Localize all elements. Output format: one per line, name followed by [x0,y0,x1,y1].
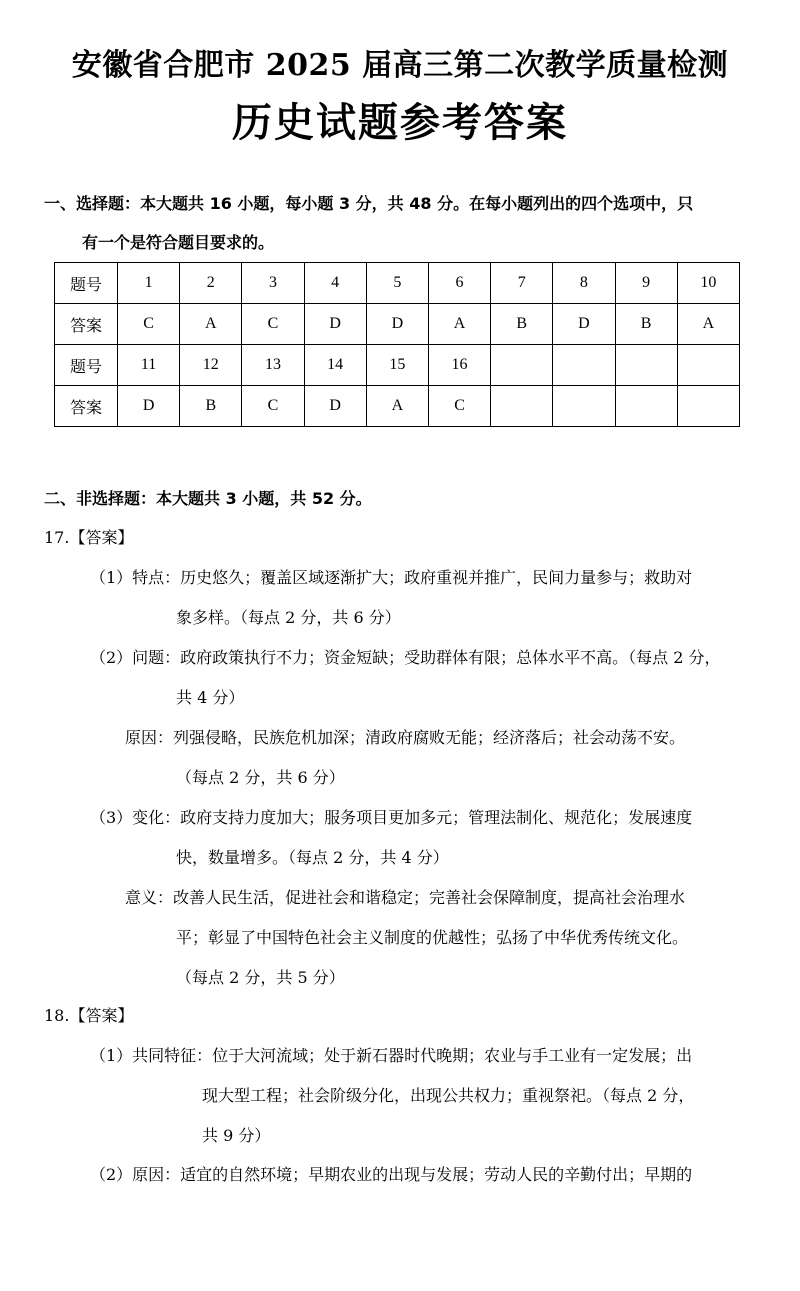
answer-cell: D [304,304,366,345]
q18-label: 18.【答案】 [44,1006,134,1025]
section2-heading: 二、非选择题：本大题共 3 小题，共 52 分。 [44,489,372,508]
question-number-cell: 4 [304,263,366,304]
question-number-cell: 5 [366,263,428,304]
answer-cell: A [366,386,428,427]
q17-part3-line3: 意义：改善人民生活，促进社会和谐稳定；完善社会保障制度，提高社会治理水 [125,888,686,907]
row-header-cell: 答案 [55,304,118,345]
question-number-cell [491,345,553,386]
q17-part3-line2: 快，数量增多。（每点 2 分，共 4 分） [176,848,449,867]
row-header-cell: 题号 [55,345,118,386]
answer-cell: D [118,386,180,427]
question-number-cell: 6 [428,263,490,304]
q17-part1-line2: 象多样。（每点 2 分，共 6 分） [176,608,401,627]
question-number-cell: 11 [118,345,180,386]
q17-label: 17.【答案】 [44,528,134,547]
q17-part3-line5: （每点 2 分，共 5 分） [176,968,345,987]
q18-part2-line1: （2）原因：适宜的自然环境；早期农业的出现与发展；劳动人民的辛勤付出；早期的 [90,1165,693,1184]
q17-part3-line1: （3）变化：政府支持力度加大；服务项目更加多元；管理法制化、规范化；发展速度 [90,808,693,827]
question-number-cell [677,345,739,386]
answer-cell: D [553,304,615,345]
answer-cell: D [366,304,428,345]
answer-cell: C [428,386,490,427]
question-number-cell: 9 [615,263,677,304]
answer-cell: A [677,304,739,345]
answer-cell [615,386,677,427]
q17-part3-line4: 平；彰显了中国特色社会主义制度的优越性；弘扬了中华优秀传统文化。 [176,928,689,947]
question-number-cell: 3 [242,263,304,304]
question-number-cell: 14 [304,345,366,386]
question-number-cell: 7 [491,263,553,304]
question-number-cell: 12 [180,345,242,386]
q18-part1-line2: 现大型工程；社会阶级分化，出现公共权力；重视祭祀。（每点 2 分， [202,1086,695,1105]
answer-cell: D [304,386,366,427]
answer-cell: C [118,304,180,345]
question-number-cell: 10 [677,263,739,304]
question-number-row [55,345,740,386]
question-number-cell [553,345,615,386]
q17-part2-line2: 共 4 分） [176,688,245,707]
question-number-cell: 13 [242,345,304,386]
question-number-cell: 15 [366,345,428,386]
answer-cell [677,386,739,427]
answer-cell [491,386,553,427]
answer-cell [553,386,615,427]
answer-cell: A [428,304,490,345]
question-number-row [55,263,740,304]
row-header-cell: 答案 [55,386,118,427]
answer-cell: B [180,386,242,427]
q18-part1-line1: （1）共同特征：位于大河流域；处于新石器时代晚期；农业与手工业有一定发展；出 [90,1046,693,1065]
document-title: 安徽省合肥市 2025 届高三第二次教学质量检测 [71,48,729,83]
answer-cell: A [180,304,242,345]
q18-part1-line3: 共 9 分） [202,1126,271,1145]
question-number-cell: 1 [118,263,180,304]
question-number-cell: 8 [553,263,615,304]
document-subtitle: 历史试题参考答案 [232,99,568,146]
question-number-cell [615,345,677,386]
section1-heading-line2: 有一个是符合题目要求的。 [82,233,275,252]
question-number-cell: 16 [428,345,490,386]
answer-table [54,262,740,427]
q17-part2-line4: （每点 2 分，共 6 分） [176,768,345,787]
section1-heading-line1: 一、选择题：本大题共 16 小题，每小题 3 分，共 48 分。在每小题列出的四个选项中，只 [44,194,694,213]
q17-part2-line1: （2）问题：政府政策执行不力；资金短缺；受助群体有限；总体水平不高。（每点 2 分， [90,648,721,667]
answer-cell: C [242,304,304,345]
q17-part1-line1: （1）特点：历史悠久；覆盖区域逐渐扩大；政府重视并推广，民间力量参与；救助对 [90,568,693,587]
answer-row [55,304,740,345]
question-number-cell: 2 [180,263,242,304]
answer-row [55,386,740,427]
q17-part2-line3: 原因：列强侵略，民族危机加深；清政府腐败无能；经济落后；社会动荡不安。 [125,728,686,747]
answer-cell: B [491,304,553,345]
answer-cell: C [242,386,304,427]
answer-cell: B [615,304,677,345]
row-header-cell: 题号 [55,263,118,304]
